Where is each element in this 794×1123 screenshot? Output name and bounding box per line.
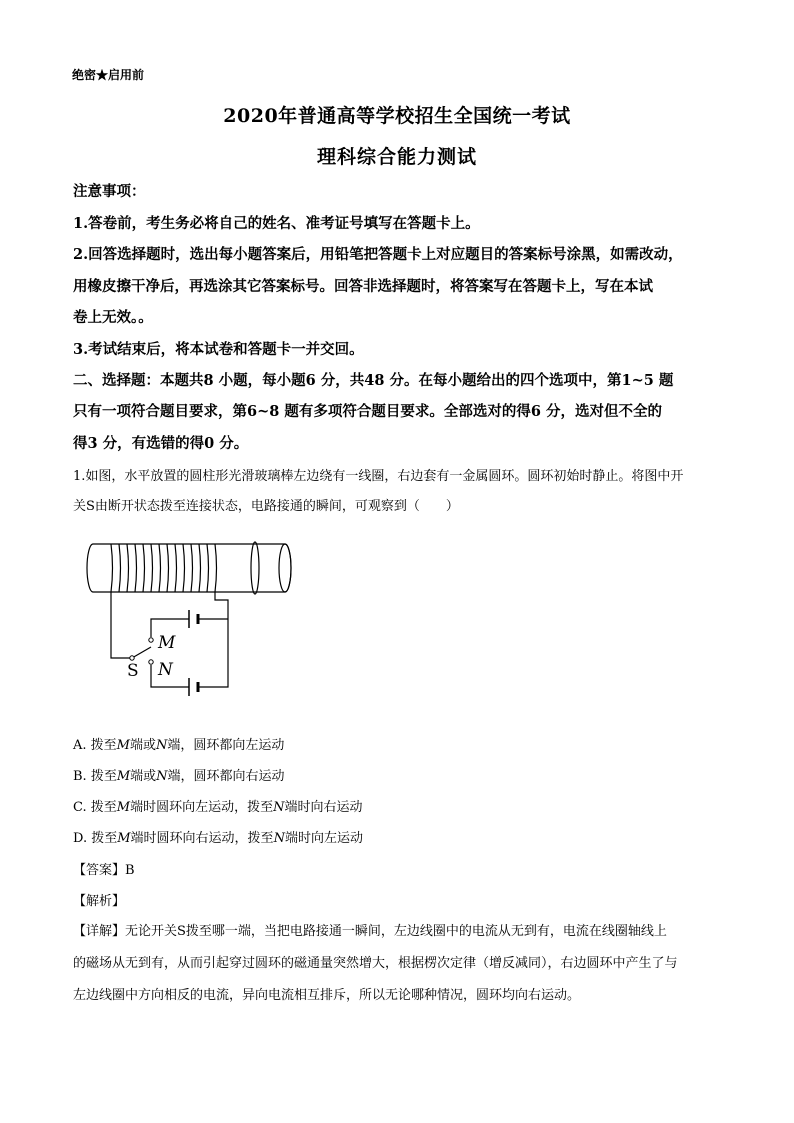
notice-item-2-line-3: 卷上无效。。 (73, 309, 153, 326)
section-line-1: 二、选择题：本题共8 小题，每小题6 分，共48 分。在每小题给出的四个选项中，第1~5 题 (73, 372, 674, 389)
question-line-1: 1.如图，水平放置的圆柱形光滑玻璃棒左边绕有一线圈，右边套有一金属圆环。圆环初始时静止。将图中开 (73, 469, 684, 484)
detail-line-1: 【详解】无论开关S拨至哪一端，当把电路接通一瞬间，左边线圈中的电流从无到有，电流在线圈轴线上 (73, 924, 667, 939)
circuit-figure (85, 530, 305, 700)
notice-item-1: 1.答卷前，考生务必将自己的姓名、准考证号填写在答题卡上。 (73, 215, 480, 232)
section-line-2: 只有一项符合题目要求，第6~8 题有多项符合题目要求。全部选对的得6 分，选对但不全的 (73, 403, 663, 420)
question-line-2: 关S由断开状态拨至连接状态，电路接通的瞬间，可观察到（ ） (73, 499, 459, 514)
secret-label: 绝密★启用前 (72, 68, 145, 82)
detail-line-2: 的磁场从无到有，从而引起穿过圆环的磁通量突然增大，根据楞次定律（增反减同），右边圆环中产生了与 (73, 956, 678, 971)
option-b: B. 拨至M端或N端，圆环都向右运动 (73, 769, 285, 784)
answer-label: 【答案】B (73, 863, 135, 878)
notice-heading: 注意事项： (73, 183, 146, 200)
battery-top (189, 610, 198, 628)
switch-blade (132, 647, 151, 658)
section-line-3: 得3 分，有选错的得0 分。 (73, 435, 249, 452)
glass-rod-end (279, 544, 291, 592)
label-s: S (127, 661, 139, 681)
notice-item-2-line-1: 2.回答选择题时，选出每小题答案后，用铅笔把答题卡上对应题目的答案标号涂黑，如需改动， (73, 246, 683, 263)
notice-item-2-line-2: 用橡皮擦干净后，再选涂其它答案标号。回答非选择题时，将答案写在答题卡上，写在本试 (73, 278, 653, 295)
label-n: N (158, 660, 173, 680)
terminal-m (149, 638, 153, 642)
exam-title: 2020年普通高等学校招生全国统一考试 (223, 105, 571, 127)
notice-item-3: 3.考试结束后，将本试卷和答题卡一并交回。 (73, 341, 364, 358)
glass-rod-body (87, 544, 291, 592)
option-c: C. 拨至M端时圆环向左运动，拨至N端时向右运动 (73, 800, 363, 815)
detail-line-3: 左边线圈中方向相反的电流，异向电流相互排斥，所以无论哪种情况，圆环均向右运动。 (73, 988, 581, 1003)
battery-bottom (189, 678, 198, 696)
terminal-n (149, 660, 153, 664)
analysis-label: 【解析】 (73, 894, 126, 909)
left-wire (111, 592, 132, 658)
exam-subtitle: 理科综合能力测试 (316, 146, 477, 168)
metal-ring (251, 542, 259, 594)
label-m: M (158, 633, 176, 653)
switch-pivot (130, 656, 134, 660)
right-wire (198, 592, 228, 687)
option-d: D. 拨至M端时圆环向右运动，拨至N端时向左运动 (73, 831, 363, 846)
option-a: A. 拨至M端或N端，圆环都向左运动 (73, 738, 285, 753)
coil-windings (111, 544, 217, 592)
